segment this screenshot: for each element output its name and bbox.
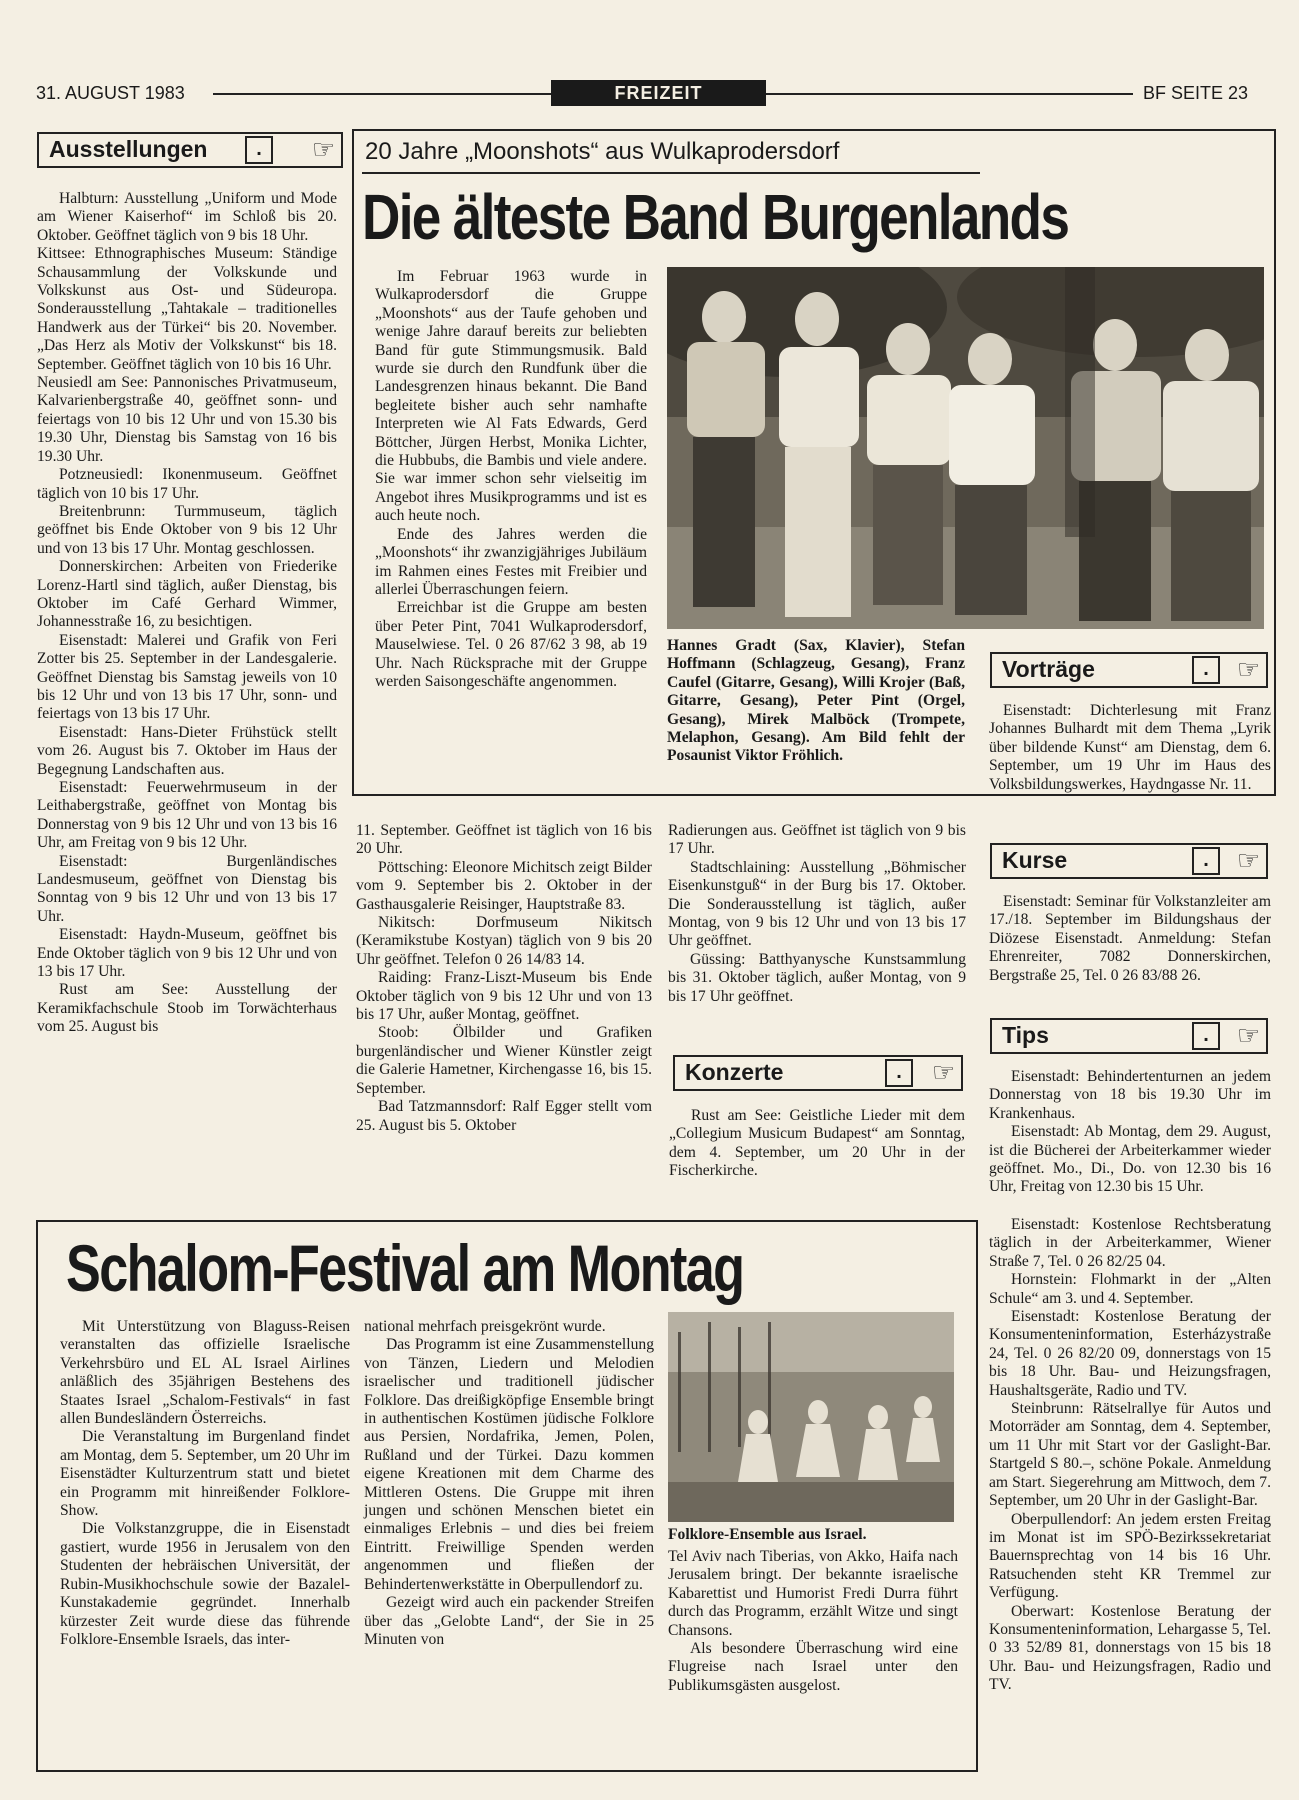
schalom-paragraph-7: Tel Aviv nach Tiberias, von Akko, Haifa nach Jerusalem bringt. Der bekannte israelische Kabarettist und Humorist Fredi Durra führt durch das Programm, erzählt Witze und singt Chansons. [668, 1548, 958, 1639]
ausstellung-eisenstadt-feuerwehr: Eisenstadt: Feuerwehrmuseum in der Leithabergstraße, geöffnet von Montag bis Donnerstag von 9 bis 12 Uhr und von 13 bis 16 Uhr, am Freitag von 9 bis 12 Uhr. [37, 779, 337, 852]
ausstellungen-header [37, 132, 343, 168]
ausstellung-kittsee: Kittsee: Ethnographisches Museum: Ständige Schausammlung der Volkskunde und Volkskunst aus Ost- und Südeuropa. Sonderausstellung „Tahtakale – traditionelles Handwerk aus der Türkei“ bis 20. November. „Das Herz als Motiv der Volkskunst“ bis 18. September. Geöffnet täglich von 10 bis 16 Uhr. [37, 245, 337, 373]
band-paragraph-3: Erreichbar ist die Gruppe am besten über Peter Pint, 7041 Wulkaprodersdorf, Mauselwiese. Tel. 0 26 87/62 3 98, ab 19 Uhr. Nach Rücksprache mit der Gruppe werden Saisongeschäfte angenommen. [375, 599, 647, 690]
schalom-paragraph-6: Gezeigt wird auch ein packender Streifen über das „Gelobte Land“, der Sie in 25 Minuten von [364, 1594, 654, 1648]
schalom-paragraph-3: Die Volkstanzgruppe, die in Eisenstadt gastiert, wurde 1956 in Jerusalem von den Studenten der hebräischen Universität, der Rubin-Musikhochschule sowie der Bazalel-Kunstakademie gegründet. Innerhalb kürzester Zeit wurde diese das führende Folklore-Ensemble Israels, das inter- [60, 1520, 350, 1648]
vortraege-header [990, 652, 1268, 688]
pointer-icon: . [1192, 847, 1220, 875]
ausstellung-eisenstadt-landesmuseum: Eisenstadt: Burgenländisches Landesmuseum, geöffnet von Dienstag bis Sonntag von 9 bis 12 Uhr und von 13 bis 17 Uhr. [37, 852, 337, 925]
header-page-number: BF SEITE 23 [1143, 83, 1249, 103]
middle-column-2 [668, 822, 966, 1006]
hand-pointer-icon: ☞ [1236, 845, 1260, 875]
pointer-icon: . [1192, 1022, 1220, 1050]
ausstellung-neusiedl: Neusiedl am See: Pannonisches Privatmuseum, Kalvarienbergstraße 40, geöffnet sonn- und feiertags von 10 bis 12 Uhr und von 15.30 bis 19.30 Uhr, Dienstag bis Samstag von 16 bis 19.30 Uhr. [37, 374, 337, 465]
schalom-column-1 [60, 1318, 350, 1649]
folklore-photo-image [668, 1312, 954, 1522]
ausstellungen-title: Ausstellungen [49, 136, 208, 162]
pointer-icon: . [885, 1059, 913, 1087]
band-photo [667, 267, 1264, 629]
ausstellung-eisenstadt-haydn: Eisenstadt: Haydn-Museum, geöffnet bis Ende Oktober täglich von 9 bis 12 Uhr und von 13 bis 17 Uhr. [37, 926, 337, 981]
band-photo-caption: Hannes Gradt (Sax, Klavier), Stefan Hoffmann (Schlagzeug, Gesang), Franz Caufel (Gitarre, Gesang), Willi Krojer (Baß, Gitarre, Gesang), Peter Pint (Orgel, Gesang), Mirek Malböck (Trompete, Melaphon, Gesang). Am Bild fehlt der Posaunist Viktor Fröhlich. [667, 637, 965, 765]
konzerte-title: Konzerte [685, 1059, 784, 1085]
schalom-column-3 [668, 1548, 958, 1695]
hand-pointer-icon: ☞ [931, 1057, 955, 1087]
band-headline: Die älteste Band Burgenlands [362, 181, 1069, 253]
band-paragraph-1: Im Februar 1963 wurde in Wulkaprodersdorf die Gruppe „Moonshots“ aus der Taufe gehoben und wenige Jahre darauf bereits zur beliebten Band für gute Stimmungsmusik. Bald wurde sie durch den Rundfunk über die Landesgrenzen hinaus bekannt. Die Band begleitete bisher auch sehr namhafte Interpreten wie Al Fats Edwards, Gerd Böttcher, Jürgen Herbst, Monika Lichter, die Hubbubs, die Bambis und viele andere. Sie war immer schon sehr vielseitig im Angebot ihres Musikprogramms und ist es auch heute noch. [375, 268, 647, 525]
hand-pointer-icon: ☞ [311, 134, 335, 164]
tips-column-bottom [989, 1216, 1271, 1695]
band-photo-image [667, 267, 1264, 629]
tip-buecherei: Eisenstadt: Ab Montag, dem 29. August, ist die Bücherei der Arbeiterkammer wieder geöffnet. Mo., Di., Do. von 12.30 bis 16 Uhr, Freitag von 12.30 bis 15 Uhr. [989, 1123, 1271, 1196]
vortraege-title: Vorträge [1002, 656, 1095, 682]
folklore-photo-caption: Folklore-Ensemble aus Israel. [668, 1526, 867, 1543]
band-kicker-rule [362, 172, 980, 174]
ausstellung-raiding: Raiding: Franz-Liszt-Museum bis Ende Oktober täglich von 9 bis 12 Uhr und von 13 bis 17 Uhr, außer Montag, geöffnet. [356, 969, 652, 1024]
ausstellung-eisenstadt-landesgalerie: Eisenstadt: Malerei und Grafik von Feri Zotter bis 25. September in der Landesgalerie. Geöffnet Dienstag bis Samstag jeweils von 10 bis 12 Uhr und von 13 bis 17 Uhr, sonn- und feiertags von 13 bis 17 Uhr. [37, 631, 337, 723]
ausstellung-rust: Rust am See: Ausstellung der Keramikfachschule Stoob im Torwächterhaus vom 25. August bis [37, 981, 337, 1036]
hand-pointer-icon: ☞ [1236, 1020, 1260, 1050]
vortraege-text: Eisenstadt: Dichterlesung mit Franz Johannes Bulhardt mit dem Thema „Lyrik über bildende Kunst“ am Dienstag, dem 6. September, um 19 Uhr im Haus des Volksbildungswerkes, Haydngasse Nr. 11. [989, 702, 1271, 793]
ausstellung-potzneusiedl: Potzneusiedl: Ikonenmuseum. Geöffnet täglich von 10 bis 17 Uhr. [37, 466, 337, 502]
tip-behindertenturnen: Eisenstadt: Behindertenturnen an jedem Donnerstag von 18 bis 19.30 Uhr im Krankenhaus. [989, 1068, 1271, 1122]
konzerte-text: Rust am See: Geistliche Lieder mit dem „Collegium Musicum Budapest“ am Sonntag, dem 4. September, um 20 Uhr in der Fischerkirche. [669, 1107, 965, 1180]
ausstellung-eisenstadt-fruehstueck: Eisenstadt: Hans-Dieter Frühstück stellt vom 26. August bis 7. Oktober im Haus der Begegnung Landschaften aus. [37, 723, 337, 778]
kurse-title: Kurse [1002, 847, 1068, 873]
tip-flohmarkt: Hornstein: Flohmarkt in der „Alten Schule“ am 3. und 4. September. [989, 1271, 1271, 1307]
pointer-icon: . [1192, 656, 1220, 684]
ausstellungen-column [37, 190, 337, 1037]
schalom-column-2 [364, 1318, 654, 1649]
tip-konsumenteninformation-eisenstadt: Eisenstadt: Kostenlose Beratung der Konsumenteninformation, Esterházystraße 24, Tel. 0 26 82/20 09, donnerstags von 15 bis 18 Uhr. Bau- und Heizungsfragen, Haushaltsgeräte, Radio und TV. [989, 1308, 1271, 1399]
tips-title: Tips [1002, 1022, 1049, 1048]
tips-column-top [989, 1068, 1271, 1197]
konzerte-header [673, 1055, 963, 1091]
tip-bauernsprechtag: Oberpullendorf: An jedem ersten Freitag im Monat ist im SPÖ-Bezirkssekretariat Bauernsprechtag von 14 bis 16 Uhr. Ratsuchenden steht KR Tremmel zur Verfügung. [989, 1510, 1271, 1602]
ausstellung-stadtschlaining: Stadtschlaining: Ausstellung „Böhmischer Eisenkunstguß“ in der Burg bis 17. Oktober. Die Sonderausstellung ist täglich, außer Montag, von 9 bis 12 Uhr und von 13 bis 17 Uhr geöffnet. [668, 858, 966, 950]
pointer-icon: . [245, 136, 273, 164]
band-article-text [375, 268, 647, 691]
tips-header [990, 1018, 1268, 1054]
ausstellung-nikitsch: Nikitsch: Dorfmuseum Nikitsch (Keramikstube Kostyan) täglich von 9 bis 20 Uhr geöffnet. Telefon 0 26 14/83 14. [356, 914, 652, 968]
kurse-text: Eisenstadt: Seminar für Volkstanzleiter am 17./18. September im Bildungshaus der Diözese Eisenstadt. Anmeldung: Stefan Ehrenreiter, 7082 Donnerskirchen, Bergstraße 25, Tel. 0 26 83/88 26. [989, 893, 1271, 984]
ausstellung-bad-tatzmannsdorf: Bad Tatzmannsdorf: Ralf Egger stellt vom 25. August bis 5. Oktober [356, 1098, 652, 1134]
header-date: 31. AUGUST 1983 [36, 83, 185, 103]
schalom-paragraph-4: national mehrfach preisgekrönt wurde. [364, 1318, 606, 1335]
hand-pointer-icon: ☞ [1236, 654, 1260, 684]
ausstellung-bad-tatzmannsdorf-continued: Radierungen aus. Geöffnet ist täglich von 9 bis 17 Uhr. [668, 822, 966, 858]
schalom-paragraph-1: Mit Unterstützung von Blaguss-Reisen veranstalten das offizielle Israelische Verkehrsbüro und EL AL Israel Airlines anläßlich des 35jährigen Bestehens des Staates Israel „Schalom-Festivals“ in fast allen Bundesländern Österreichs. [60, 1318, 350, 1428]
tip-konsumenteninformation-oberwart: Oberwart: Kostenlose Beratung der Konsumenteninformation, Lehargasse 5, Tel. 0 33 52/89 81, donnerstags von 15 bis 18 Uhr. Bau- und Heizungsfragen, Radio und TV. [989, 1602, 1271, 1694]
schalom-paragraph-5: Das Programm ist eine Zusammenstellung von Tänzen, Liedern und Melodien israelischer und traditionell jüdischer Folklore. Das dreißigköpfige Ensemble bringt in authentischen Kostümen jüdische Folklore aus Persien, Nordafrika, Jemen, Polen, Rußland und der Türkei. Dazu kommen eigene Kreationen mit dem Charme des Mittleren Ostens. Die Gruppe mit ihren jungen und schönen Menschen bietet ein einmaliges Erlebnis – und dies bei freiem Eintritt. Freiwillige Spenden werden angenommen und fließen der Behindertenwerkstätte in Oberpullendorf zu. [364, 1336, 654, 1593]
tip-rechtsberatung: Eisenstadt: Kostenlose Rechtsberatung täglich in der Arbeiterkammer, Wiener Straße 7, Tel. 0 26 82/25 04. [989, 1216, 1271, 1270]
ausstellung-donnerskirchen: Donnerskirchen: Arbeiten von Friederike Lorenz-Hartl sind täglich, außer Dienstag, bis Oktober im Café Gerhard Wimmer, Johannesstraße 16, zu besichtigen. [37, 558, 337, 631]
band-paragraph-2: Ende des Jahres werden die „Moonshots“ ihr zwanzigjähriges Jubiläum im Rahmen eines Festes mit Freibier und allerlei Überraschungen feiern. [375, 525, 647, 598]
ausstellung-rust-continued: 11. September. Geöffnet ist täglich von 16 bis 20 Uhr. [356, 822, 652, 858]
tip-raetselrallye: Steinbrunn: Rätselrallye für Autos und Motorräder am Sonntag, dem 4. September, um 11 Uhr mit Start vor der Gaslight-Bar. Startgeld S 80.–, schöne Pokale. Anmeldung am Start. Siegerehrung am Mittwoch, dem 7. September, um 20 Uhr in der Gaslight-Bar. [989, 1400, 1271, 1510]
ausstellung-poettsching: Pöttsching: Eleonore Michitsch zeigt Bilder vom 9. September bis 2. Oktober in der Gasthausgalerie Reisinger, Hauptstraße 83. [356, 858, 652, 913]
schalom-paragraph-2: Die Veranstaltung im Burgenland findet am Montag, dem 5. September, um 20 Uhr im Eisenstädter Kulturzentrum statt und bietet ein Programm mit hinreißender Folklore-Show. [60, 1428, 350, 1520]
schalom-headline: Schalom-Festival am Montag [66, 1231, 744, 1305]
header-rule-right [766, 93, 1133, 95]
header-section-label: FREIZEIT [551, 80, 766, 106]
schalom-paragraph-8: Als besondere Überraschung wird eine Flugreise nach Israel unter den Publikumsgästen ausgelost. [668, 1640, 958, 1694]
header-rule-left [213, 93, 551, 95]
ausstellung-guessing: Güssing: Batthyanysche Kunstsammlung bis 31. Oktober täglich, außer Montag, von 9 bis 17 Uhr geöffnet. [668, 950, 966, 1005]
middle-column-1 [356, 822, 652, 1135]
ausstellung-halbturn: Halbturn: Ausstellung „Uniform und Mode am Wiener Kaiserhof“ im Schloß bis 20. Oktober. Geöffnet täglich von 9 bis 18 Uhr. [37, 190, 337, 244]
band-kicker: 20 Jahre „Moonshots“ aus Wulkaprodersdorf [365, 138, 840, 165]
ausstellung-breitenbrunn: Breitenbrunn: Turmmuseum, täglich geöffnet bis Ende Oktober von 9 bis 12 Uhr und von 13 bis 17 Uhr. Montag geschlossen. [37, 502, 337, 557]
ausstellung-stoob: Stoob: Ölbilder und Grafiken burgenländischer und Wiener Künstler zeigt die Galerie Hametner, Kirchengasse 16, bis 15. September. [356, 1024, 652, 1097]
kurse-header [990, 843, 1268, 879]
folklore-photo [668, 1312, 954, 1522]
